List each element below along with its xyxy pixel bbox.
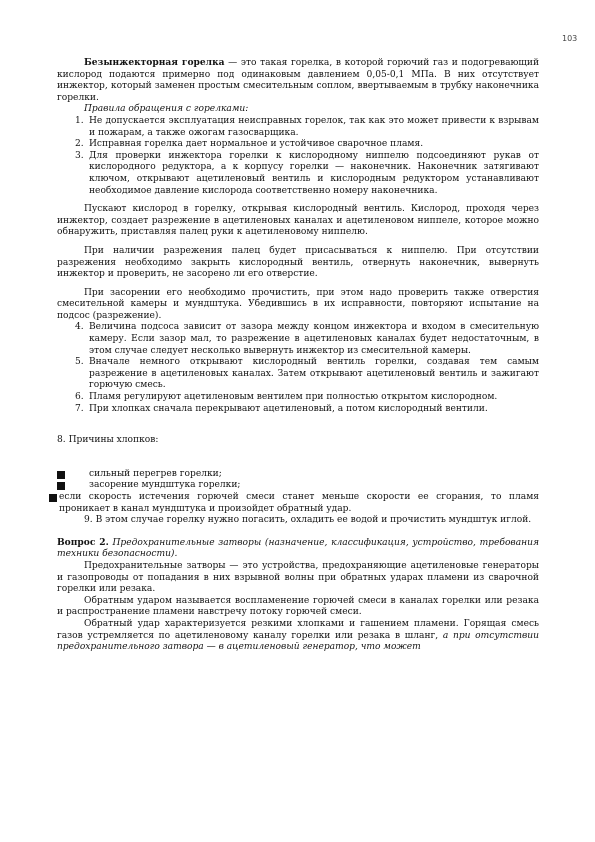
square-bullet-icon: [57, 482, 65, 490]
step-text: При хлопках сначала перекрывают ацетиленовый, а потом кислородный вентили.: [89, 403, 488, 414]
causes-heading: 8. Причины хлопков:: [57, 435, 159, 446]
rule-item: [75, 151, 539, 197]
definition-text: — это такая горелка, в которой горючий газ и подогревающий кислород подаются примерно под одинаковым давлением 0,05-0,1 МПа. В них отсутствует инжектор, который заменен простым смесительным соплом, ввертываемым в трубку наконечника горелки.: [57, 58, 540, 103]
steps-list: [57, 322, 539, 415]
step-number: 7.: [75, 403, 84, 414]
paragraph-backfire-definition: Обратным ударом называется воспламенение горючей смеси в каналах горелки или резака и распространение пламени навстречу потоку горючей смеси.: [57, 595, 539, 618]
backfire-text: Обратный удар характеризуется резкими хлопками и гашением пламени. Горящая смесь газов устремляется по ацетиленовому каналу горелки или резака в шланг,: [57, 618, 539, 641]
paragraph-extinguish: 9. В этом случае горелку нужно погасить, охладить ее водой и прочистить мундштук иглой.: [84, 515, 532, 526]
backfire-italic-text: а при отсутствии предохранительного затвора — в ацетиленовый генератор, что может: [57, 630, 539, 653]
paragraph-clogging: При засорении его необходимо прочистить, при этом надо проверить также отверстия смесительной камеры и мундштука. Убедившись в их исправности, повторяют испытание на подсос (разрежение).: [57, 287, 539, 321]
document-body: [57, 57, 539, 654]
square-bullet-icon: [49, 494, 57, 502]
step-item: [75, 392, 539, 404]
step-item: [75, 322, 539, 357]
step-text: Пламя регулируют ацетиленовым вентилем при полностью открытом кислородном.: [89, 392, 498, 403]
paragraph-definition: [57, 57, 539, 104]
step-text: Величина подсоса зависит от зазора между концом инжектора и входом в смесительную камеру. Если зазор мал, то разрежение в ацетиленовых каналах будет недостаточным, в этом случае следует несколько вывернуть инжектор из смесительной камеры.: [89, 322, 539, 356]
step-item: [75, 404, 539, 416]
step-number: 5.: [75, 357, 84, 368]
paragraph-vacuum-check: При наличии разрежения палец будет присасываться к ниппелю. При отсутствии разрежения необходимо закрыть кислородный вентиль, отвернуть наконечник, вывернуть инжектор и проверить, не засорено ли его отверстие.: [57, 245, 539, 280]
step-number: 6.: [75, 392, 84, 403]
rule-item: [75, 139, 539, 151]
rule-text: Для проверки инжектора горелки к кислородному ниппелю подсоединяют рукав от кислородного редуктора, а к корпусу горелки — наконечник. Наконечник затягивают ключом, открывают ацетиленовый вентиль и кислородным редуктором устанавливают необходимое давление кислорода соответственно номеру наконечника.: [89, 150, 539, 196]
cause-text: сильный перегрев горелки;: [89, 468, 222, 479]
cause-item: [57, 469, 539, 481]
question-title: Предохранительные затворы (назначение, классификация, устройство, требования техники безопасности).: [57, 537, 539, 560]
step-number: 4.: [75, 322, 84, 333]
square-bullet-icon: [57, 471, 65, 479]
rule-number: 2.: [75, 139, 84, 150]
causes-list: [57, 469, 539, 515]
page-number: 103: [562, 34, 578, 43]
paragraph-safety-valves: Предохранительные затворы — это устройства, предохраняющие ацетиленовые генераторы и газопроводы от попадания в них взрывной волны при обратных ударах пламени из сварочной горелки или резака.: [57, 560, 539, 595]
term-bezinjector-burner: Безынжекторная горелка: [84, 57, 225, 68]
paragraph-backfire-description: [57, 619, 539, 654]
cause-text: если скорость истечения горючей смеси станет меньше скорости ее сгорания, то пламя проникает в канал мундштука и произойдет обратный удар.: [59, 492, 539, 514]
spacer: [57, 415, 539, 435]
rule-text: Не допускается эксплуатация неисправных горелок, так как это может привести к взрывам и пожарам, а также ожогам газосварщика.: [89, 115, 539, 138]
rules-heading: Правила обращения с горелками:: [84, 104, 249, 115]
rule-number: 3.: [75, 150, 84, 161]
spacer: [57, 447, 539, 469]
cause-item: [57, 480, 539, 492]
step-text: Вначале немного открывают кислородный вентиль горелки, создавая тем самым разрежение в ацетиленовых каналах. Затем открывают ацетиленовый вентиль и зажигают горючую смесь.: [89, 357, 539, 391]
paragraph-oxygen-start: Пускают кислород в горелку, открывая кислородный вентиль. Кислород, проходя через инжектор, создает разрежение в ацетиленовых каналах и ацетиленовом ниппеле, которое можно обнаружить, приставляя палец руки к ацетиленовому ниппелю.: [57, 204, 539, 238]
step-item: [75, 357, 539, 392]
rule-item: [75, 116, 539, 139]
question-heading: [57, 537, 539, 561]
rules-list: [57, 116, 539, 197]
rule-number: 1.: [75, 115, 84, 126]
cause-text: засорение мундштука горелки;: [89, 480, 241, 491]
rule-text: Исправная горелка дает нормальное и устойчивое сварочное пламя.: [89, 139, 424, 150]
cause-item: [49, 492, 539, 515]
question-label: Вопрос 2.: [57, 536, 109, 548]
